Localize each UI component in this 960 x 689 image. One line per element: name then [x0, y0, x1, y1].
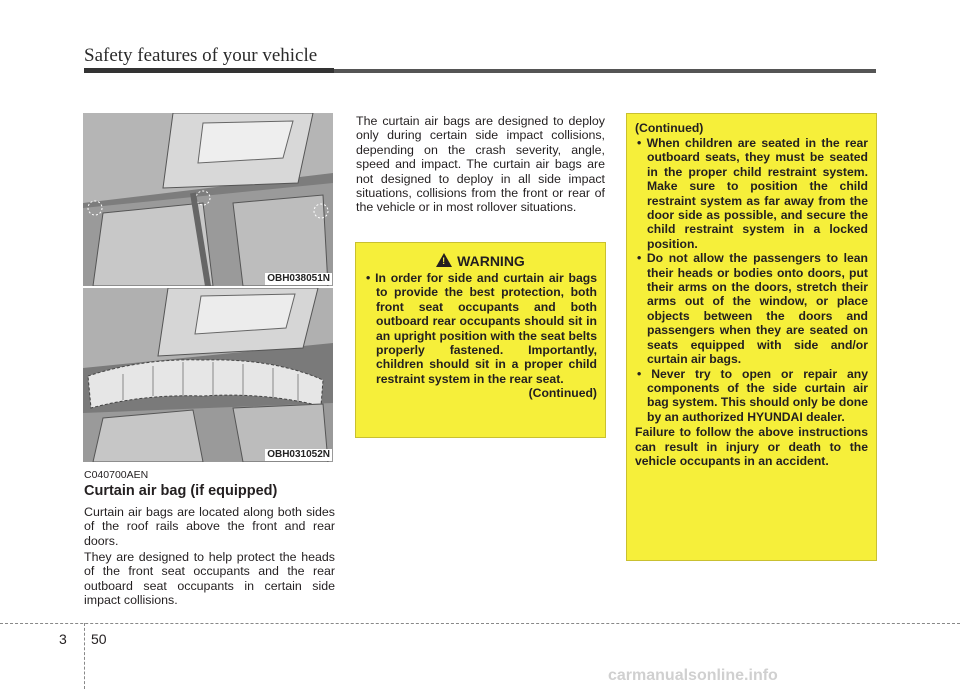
page-number: 50: [91, 631, 107, 647]
continued-bullet: • When children are seated in the rear outboard seats, they must be seated in the proper child restraint system. Make sure to position the child restraint system as far away from the door side as possible, and secure the child restraint system in a locked position.: [637, 136, 869, 251]
warning-heading: [364, 253, 597, 269]
footer-rule: [0, 623, 960, 624]
section-code: C040700AEN: [84, 469, 149, 481]
section-title: Curtain air bag (if equipped): [84, 483, 278, 499]
header-rule-accent: [84, 68, 334, 73]
page-header-title: Safety features of your vehicle: [84, 45, 318, 66]
figure-interior-roof: [83, 113, 333, 286]
paragraph-location: Curtain air bags are located along both sides of the roof rails above the front and rear doors.: [84, 505, 335, 548]
paragraph-purpose: They are designed to help protect the heads of the front seat occupants and the rear outboard seat occupants in certain side impact collisions.: [84, 550, 335, 608]
warning-triangle-icon: !: [436, 253, 452, 267]
footer-divider: [84, 623, 85, 689]
paragraph-deployment: The curtain air bags are designed to deploy only during certain side impact collisions, depending on the crash severity, angle, speed and impact. The curtain air bags are not designed to deploy in all side impact situations, collisions from the front or rear of the vehicle or in most rollover situations.: [356, 114, 605, 215]
continued-warning-box: [626, 113, 877, 561]
continued-heading: (Continued): [635, 121, 704, 135]
warning-heading-text: WARNING: [457, 253, 525, 269]
curtain-airbag-illustration: [83, 288, 333, 462]
chapter-number: 3: [59, 631, 67, 647]
continued-bullet: • Never try to open or repair any components of the side curtain air bag system. This should only be done by an authorized HYUNDAI dealer.: [637, 366, 869, 424]
figure-code: OBH031052N: [267, 449, 330, 460]
figure-code: OBH038051N: [267, 273, 330, 284]
figure-curtain-airbag-deployed: [83, 288, 333, 462]
continued-bullet: • Do not allow the passengers to lean their heads or bodies onto doors, put their arms on the doors, stretch their arms out of the window, or place objects between the doors and passengers when they are seated on seats equipped with side and/or curtain air bags.: [637, 251, 868, 367]
warning-continued: (Continued): [528, 386, 597, 401]
car-interior-illustration: [83, 113, 333, 286]
continued-final-note: Failure to follow the above instructions can result in injury or death to the vehicle occupants in an accident.: [635, 425, 868, 468]
warning-bullet: • In order for side and curtain air bags to provide the best protection, both front seat occupants and both outboard rear occupants should sit in an upright position with the seat belts properly fastened. Importantly, children should sit in a proper child restraint system in the rear seat.: [366, 271, 597, 386]
warning-box: [355, 242, 606, 438]
watermark: carmanualsonline.info: [608, 667, 778, 684]
